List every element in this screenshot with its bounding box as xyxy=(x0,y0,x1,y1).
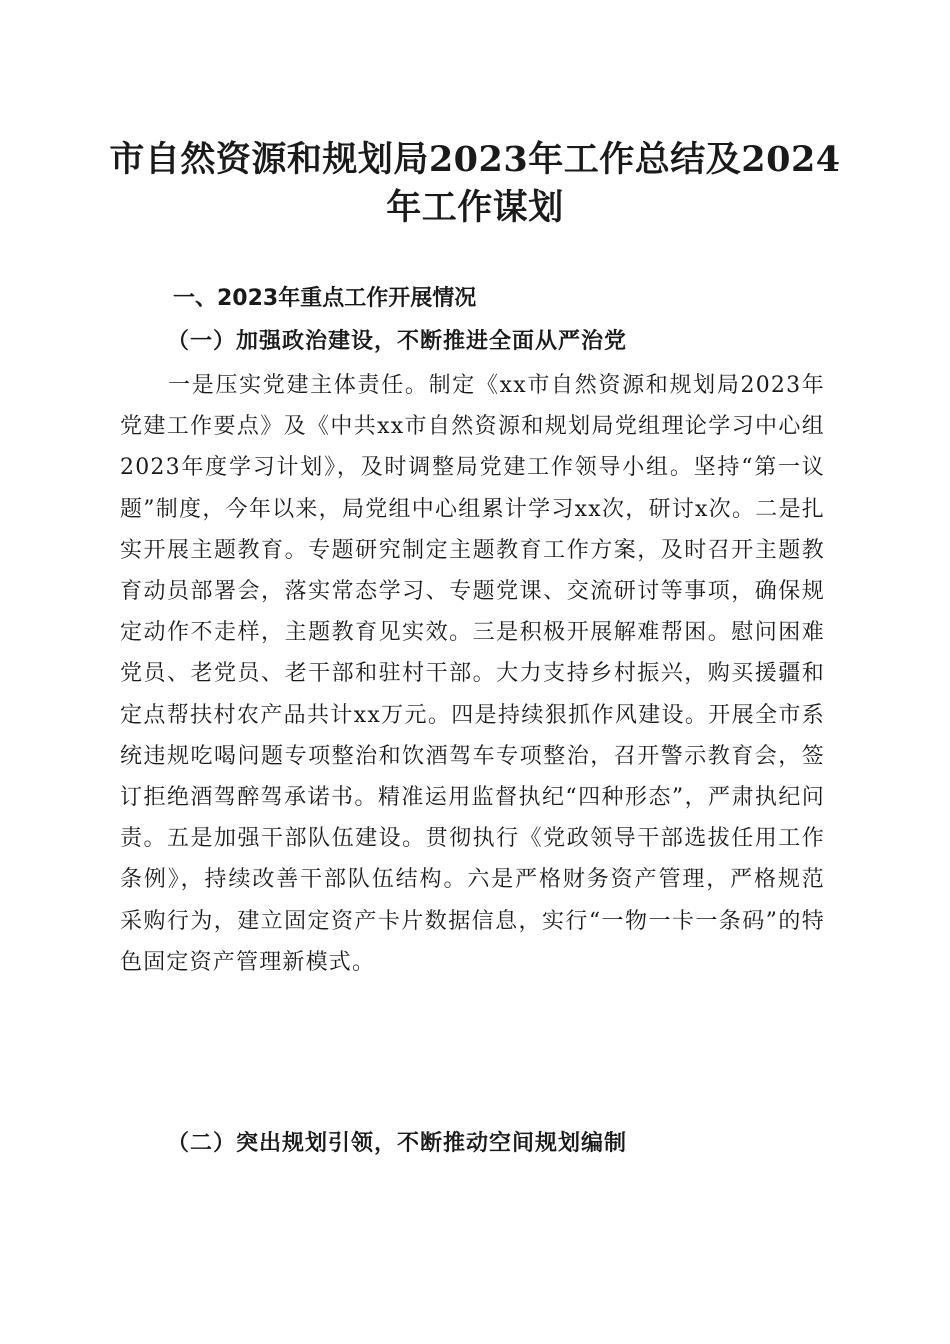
subsection-heading-2: （二）突出规划引领，不断推动空间规划编制 xyxy=(167,1130,628,1156)
section-heading-1: 一、2023年重点工作开展情况 xyxy=(173,286,477,311)
body-paragraph: 一是压实党建主体责任。制定《xx市自然资源和规划局2023年党建工作要点》及《中共xx市自然资源和规划局党组理论学习中心组2023年度学习计划》，及时调整局党建工作领导小组。坚持“第一议题”制度，今年以来，局党组中心组累计学习xx次，研讨x次。二是扎实开展主题教育。专题研究制定主题教育工作方案，及时召开主题教育动员部署会，落实常态学习、专题党课、交流研讨等事项，确保规定动作不走样，主题教育见实效。三是积极开展解难帮困。慰问困难党员、老党员、老干部和驻村干部。大力支持乡村振兴，购买援疆和定点帮扶村农产品共计xx万元。四是持续狠抓作风建设。开展全市系统违规吃喝问题专项整治和饮酒驾车专项整治，召开警示教育会，签订拒绝酒驾醉驾承诺书。精准运用监督执纪“四种形态”，严肃执纪问责。五是加强干部队伍建设。贯彻执行《党政领导干部选拔任用工作条例》，持续改善干部队伍结构。六是严格财务资产管理，严格规范采购行为，建立固定资产卡片数据信息，实行“一物一卡一条码”的特色固定资产管理新模式。 xyxy=(120,373,825,975)
document-title: 市自然资源和规划局2023年工作总结及2024年工作谋划 xyxy=(109,139,841,228)
subsection-heading-1: （一）加强政治建设，不断推进全面从严治党 xyxy=(167,328,628,354)
